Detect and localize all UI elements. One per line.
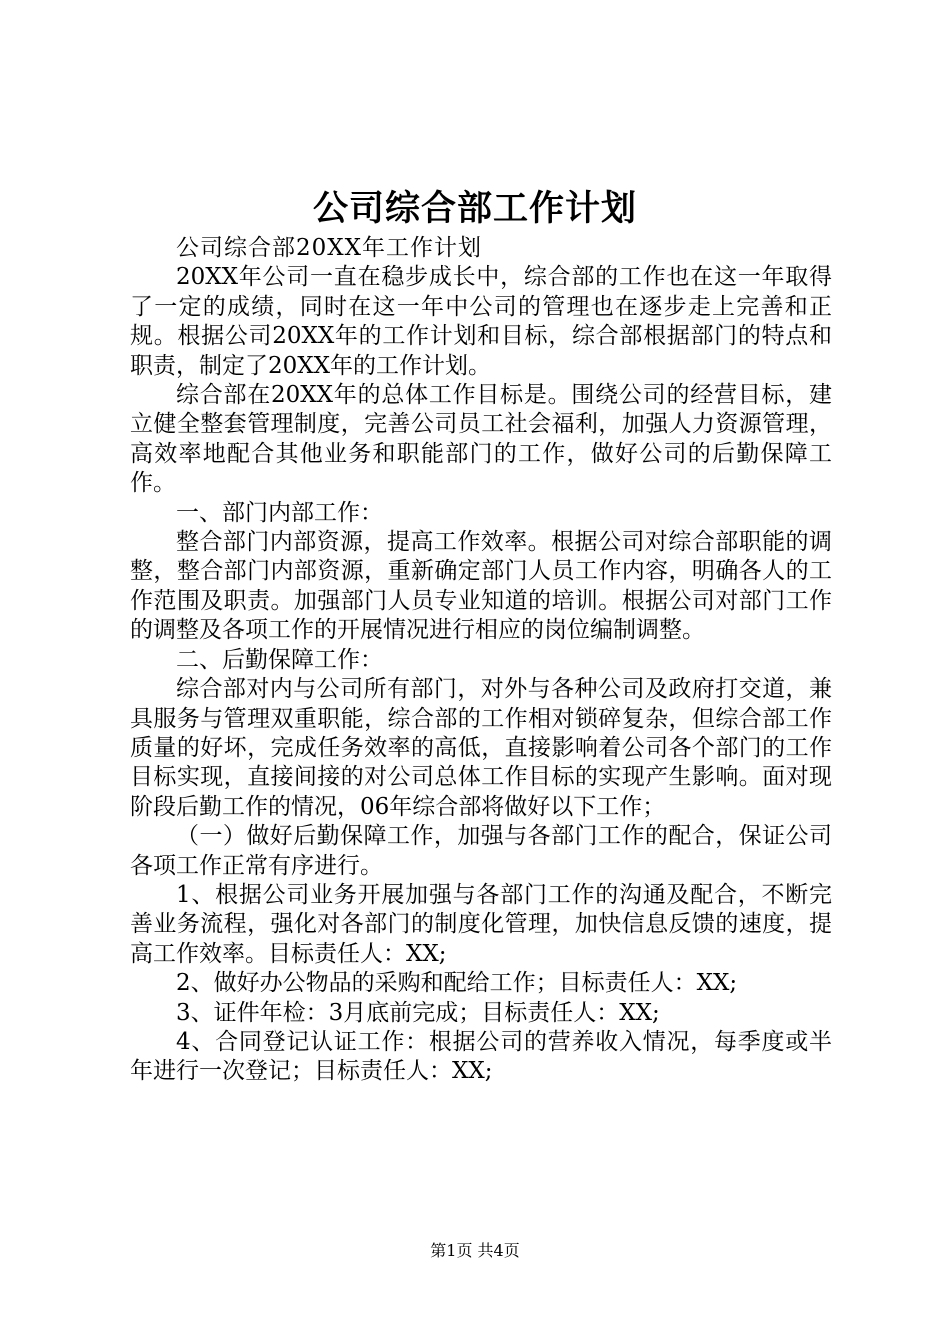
list-item: 3、证件年检：3月底前完成；目标责任人：XX; bbox=[176, 999, 660, 1026]
document-title: 公司综合部工作计划 bbox=[312, 188, 637, 229]
paragraph-internal-work: 整合部门内部资源，提高工作效率。根据公司对综合部职能的调整，整合部门内部资源，重新确定部门人员工作内容，明确各人的工作范围及职责。加强部门人员专业知道的培训。根据公司对部门工作的调整及各项工作的开展情况进行相应的岗位编制调整。 bbox=[130, 529, 832, 644]
document-body bbox=[130, 234, 832, 1087]
section-heading-logistics: 二、后勤保障工作： bbox=[176, 646, 383, 673]
paragraph-overall-goal: 综合部在20XX年的总体工作目标是。围绕公司的经营目标，建立健全整套管理制度，完善公司员工社会福利，加强人力资源管理，高效率地配合其他业务和职能部门的工作，做好公司的后勤保障工作。 bbox=[130, 382, 832, 497]
list-item: 1、根据公司业务开展加强与各部门工作的沟通及配合，不断完善业务流程，强化对各部门的制度化管理，加快信息反馈的速度，提高工作效率。目标责任人：XX; bbox=[130, 881, 832, 967]
paragraph-subsection-one: （一）做好后勤保障工作，加强与各部门工作的配合，保证公司各项工作正常有序进行。 bbox=[130, 823, 832, 879]
paragraph-logistics: 综合部对内与公司所有部门，对外与各种公司及政府打交道，兼具服务与管理双重职能，综合部的工作相对锁碎复杂，但综合部工作质量的好坏，完成任务效率的高低，直接影响着公司各个部门的工作目标实现，直接间接的对公司总体工作目标的实现产生影响。面对现阶段后勤工作的情况，06年综合部将做好以下工作； bbox=[130, 676, 832, 820]
paragraph-subtitle: 公司综合部20XX年工作计划 bbox=[176, 235, 483, 261]
page-footer: 第1页 共4页 bbox=[430, 1241, 520, 1260]
list-item: 2、做好办公物品的采购和配给工作；目标责任人：XX; bbox=[176, 970, 738, 997]
list-item: 4、合同登记认证工作：根据公司的营养收入情况，每季度或半年进行一次登记；目标责任人：XX; bbox=[130, 1028, 832, 1085]
section-heading-internal-work: 一、部门内部工作： bbox=[176, 499, 383, 526]
paragraph-intro: 20XX年公司一直在稳步成长中，综合部的工作也在这一年取得了一定的成绩，同时在这一年中公司的管理也在逐步走上完善和正规。根据公司20XX年的工作计划和目标，综合部根据部门的特点和职责，制定了20XX年的工作计划。 bbox=[130, 264, 832, 379]
